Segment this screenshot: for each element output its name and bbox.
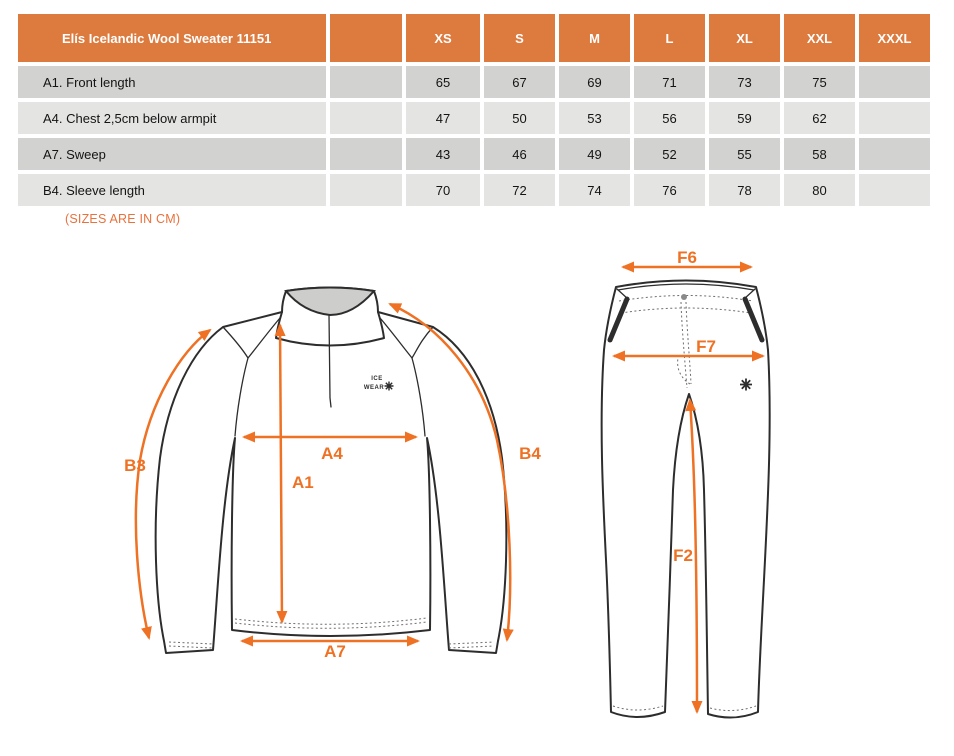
logo-text-line1: ICE <box>371 376 383 382</box>
measurement-value: 43 <box>406 138 480 170</box>
measurement-value: 58 <box>784 138 855 170</box>
measurement-value: 65 <box>406 66 480 98</box>
size-column-header-xl: XL <box>709 14 780 62</box>
measurement-value: 71 <box>634 66 705 98</box>
size-column-header-s: S <box>484 14 555 62</box>
sweater-body <box>156 288 507 654</box>
f2-label: F2 <box>673 546 693 565</box>
measurement-value: 49 <box>559 138 630 170</box>
measurement-value: 59 <box>709 102 780 134</box>
pants-body <box>602 281 770 718</box>
measurement-value: 56 <box>634 102 705 134</box>
b3-label: B3 <box>124 456 146 475</box>
waist-button <box>681 294 687 300</box>
size-column-header-l: L <box>634 14 705 62</box>
measurement-label: A4. Chest 2,5cm below armpit <box>18 102 326 134</box>
size-column-header-m: M <box>559 14 630 62</box>
sweater-diagram <box>124 288 541 662</box>
b4-label: B4 <box>519 444 541 463</box>
measurement-label: A7. Sweep <box>18 138 326 170</box>
snowflake-icon <box>385 382 394 391</box>
measurement-value: 78 <box>709 174 780 206</box>
measurement-value: 76 <box>634 174 705 206</box>
measurement-value: 80 <box>784 174 855 206</box>
measurement-value: 70 <box>406 174 480 206</box>
a7-label: A7 <box>324 642 346 661</box>
measurement-value: 75 <box>784 66 855 98</box>
measurement-value: 67 <box>484 66 555 98</box>
size-column-header-xs: XS <box>406 14 480 62</box>
measurement-value: 55 <box>709 138 780 170</box>
measurement-value: 72 <box>484 174 555 206</box>
measurement-value: 69 <box>559 66 630 98</box>
measurement-label: B4. Sleeve length <box>18 174 326 206</box>
measurement-value: 53 <box>559 102 630 134</box>
size-column-header-xxxl: XXXL <box>859 14 930 62</box>
product-title: Elís Icelandic Wool Sweater 11151 <box>18 14 326 62</box>
f7-label: F7 <box>696 337 716 356</box>
measurement-value: 47 <box>406 102 480 134</box>
measurement-value: 62 <box>784 102 855 134</box>
measurement-value: 74 <box>559 174 630 206</box>
units-note: (SIZES ARE IN CM) <box>65 212 181 226</box>
logo-text-line2: WEAR <box>363 385 385 391</box>
pants-diagram <box>602 248 770 718</box>
measurement-value: 73 <box>709 66 780 98</box>
measurement-value: 50 <box>484 102 555 134</box>
measurement-value: 52 <box>634 138 705 170</box>
f6-label: F6 <box>677 248 697 267</box>
measurement-label: A1. Front length <box>18 66 326 98</box>
snowflake-icon <box>740 379 752 391</box>
size-column-header-xxl: XXL <box>784 14 855 62</box>
a1-label: A1 <box>292 473 314 492</box>
a4-label: A4 <box>321 444 343 463</box>
measurement-value: 46 <box>484 138 555 170</box>
